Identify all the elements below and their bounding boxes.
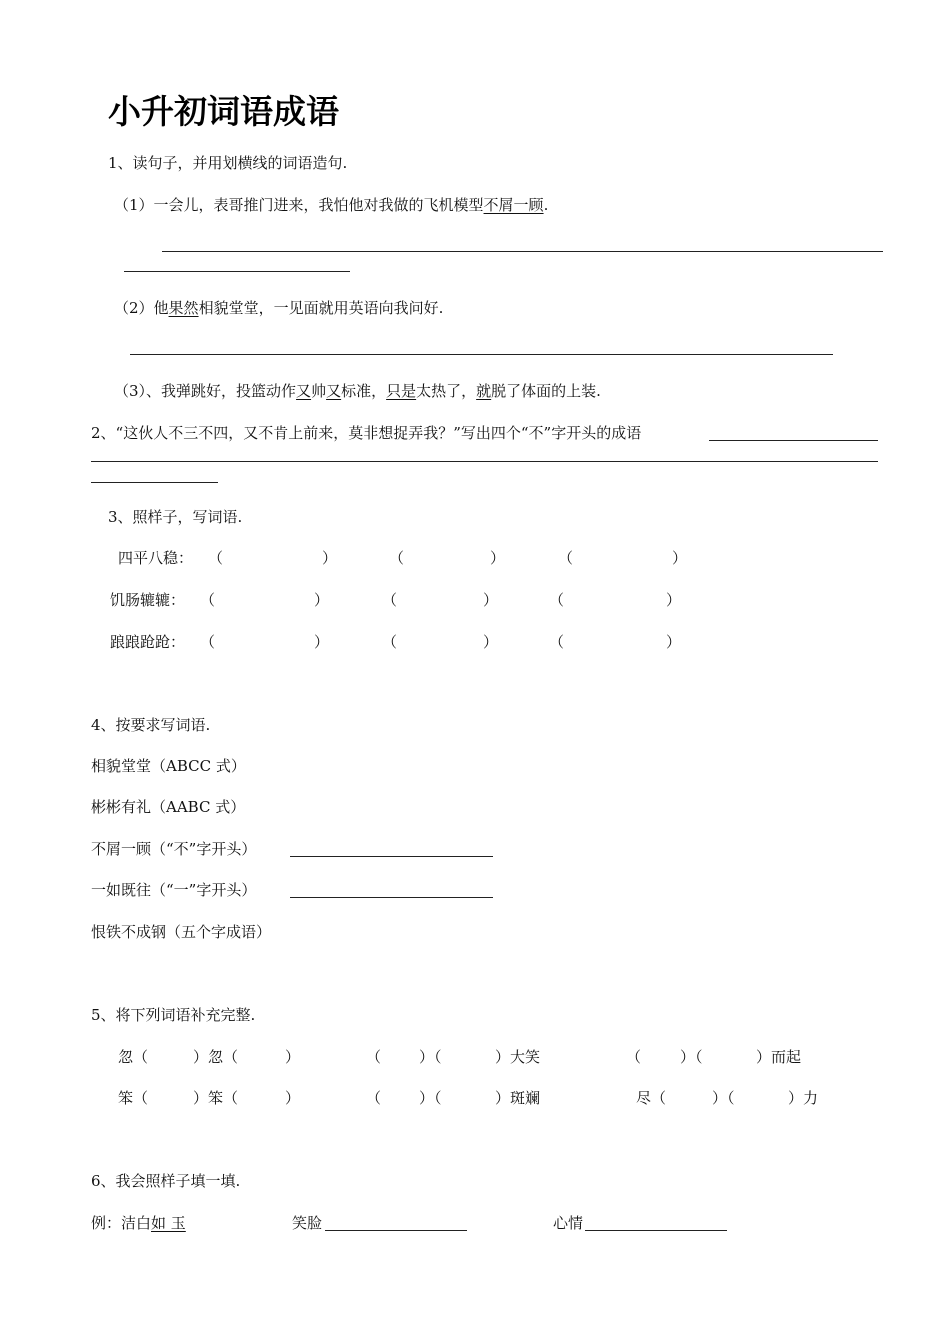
q1-item2 [114, 301, 443, 316]
q6-item2-answer-line[interactable] [585, 1230, 727, 1231]
q3-row-label: 踉踉跄跄： [110, 633, 186, 651]
q3-paren-open: （ [549, 591, 565, 609]
q4-item: 彬彬有礼（AABC 式） [91, 798, 246, 816]
q3-paren-close: ） [490, 549, 506, 567]
q3-paren-close: ） [314, 591, 330, 609]
q5-row2-part: ） [285, 1089, 301, 1107]
q5-row2-part: ）斑斓 [495, 1089, 541, 1107]
q6-item1-answer-line[interactable] [325, 1230, 467, 1231]
q1-item2-answer-line[interactable] [130, 354, 833, 355]
q1-item3-u1: 又 [296, 382, 312, 400]
q3-paren-open: （ [382, 591, 398, 609]
q4-item4-answer-line[interactable] [290, 897, 493, 898]
q3-paren-close: ） [672, 549, 688, 567]
q5-row1-part: （ [626, 1048, 642, 1066]
q4-item: 相貌堂堂（ABCC 式） [91, 757, 246, 775]
q1-heading: 1、读句子，并用划横线的词语造句. [108, 154, 348, 172]
q1-item1-answer-line-2[interactable] [124, 271, 350, 272]
q1-item1 [114, 198, 548, 213]
q3-paren-open: （ [200, 633, 216, 651]
q3-heading: 3、照样子，写词语. [108, 508, 243, 526]
q5-row1-part: ） [285, 1048, 301, 1066]
q3-paren-close: ） [322, 549, 338, 567]
q1-item1-answer-line-1[interactable] [162, 251, 883, 252]
q5-row1-part: ）大笑 [495, 1048, 541, 1066]
q3-row-label: 四平八稳： [118, 549, 194, 567]
q1-item3 [114, 384, 601, 399]
q1-item2-suffix: 相貌堂堂，一见面就用英语向我问好. [198, 299, 444, 317]
q5-heading: 5、将下列词语补充完整. [91, 1006, 256, 1024]
q2-text: 2、“这伙人不三不四，又不肯上前来，莫非想捉弄我？”写出四个“不”字开头的成语 [91, 424, 642, 442]
q5-row2-part: ）（ [712, 1089, 735, 1107]
q6-example [91, 1216, 186, 1231]
q5-row1-part: （ [366, 1048, 382, 1066]
q3-paren-close: ） [666, 633, 682, 651]
q4-heading: 4、按要求写词语. [91, 716, 211, 734]
q1-item3-p1: （3）、我弹跳好，投篮动作 [114, 382, 297, 400]
q3-paren-close: ） [314, 633, 330, 651]
q3-paren-open: （ [549, 633, 565, 651]
q5-row2-part: ）力 [788, 1089, 819, 1107]
q1-item1-underlined: 不屑一顾 [483, 196, 544, 214]
q3-paren-close: ） [483, 591, 499, 609]
q3-paren-open: （ [200, 591, 216, 609]
q5-row2-part: ）笨（ [193, 1089, 239, 1107]
q4-item: 不屑一顾（“不”字开头） [91, 840, 257, 858]
q5-row1-part: ）而起 [756, 1048, 802, 1066]
q6-item-label: 笑脸 [292, 1214, 323, 1232]
q1-item3-p5: 脱了体面的上装. [491, 382, 601, 400]
q6-item-label: 心情 [553, 1214, 584, 1232]
page-title: 小升初词语成语 [108, 92, 339, 131]
q4-item: 一如既往（“一”字开头） [91, 881, 257, 899]
q1-item3-p3: 标准， [341, 382, 387, 400]
q5-row2-part: （ [366, 1089, 382, 1107]
q5-row2-part: 笨（ [118, 1089, 149, 1107]
q3-paren-open: （ [389, 549, 405, 567]
q6-example-prefix: 例：洁白 [91, 1214, 152, 1232]
q5-row2-part: ）（ [419, 1089, 442, 1107]
q5-row2-part: 尽（ [636, 1089, 667, 1107]
q5-row1-part: 忽（ [118, 1048, 149, 1066]
q1-item3-p4: 太热了， [416, 382, 477, 400]
q2-answer-line-1[interactable] [709, 440, 878, 441]
q2-answer-line-2[interactable] [91, 461, 878, 462]
q1-item1-prefix: （1）一会儿，表哥推门进来，我怕他对我做的飞机模型 [114, 196, 484, 214]
q3-paren-open: （ [558, 549, 574, 567]
q3-paren-open: （ [382, 633, 398, 651]
q3-paren-close: ） [483, 633, 499, 651]
q3-paren-open: （ [208, 549, 224, 567]
q2-answer-line-3[interactable] [91, 482, 218, 483]
q5-row1-part: ）（ [419, 1048, 442, 1066]
q5-row1-part: ）忽（ [193, 1048, 239, 1066]
q1-item1-suffix: . [543, 196, 549, 214]
q1-item3-u2: 又 [326, 382, 342, 400]
q5-row1-part: ）（ [680, 1048, 703, 1066]
q6-example-underlined: 如 玉 [151, 1214, 186, 1232]
q4-item3-answer-line[interactable] [290, 856, 493, 857]
q3-paren-close: ） [666, 591, 682, 609]
q4-item: 恨铁不成钢（五个字成语） [91, 923, 272, 941]
q6-heading: 6、我会照样子填一填. [91, 1172, 241, 1190]
q1-item3-p2: 帅 [311, 382, 327, 400]
q3-row-label: 饥肠辘辘： [110, 591, 186, 609]
q1-item2-underlined: 果然 [168, 299, 199, 317]
q1-item3-u3: 只是 [386, 382, 417, 400]
q1-item3-u4: 就 [476, 382, 492, 400]
q1-item2-prefix: （2）他 [114, 299, 169, 317]
